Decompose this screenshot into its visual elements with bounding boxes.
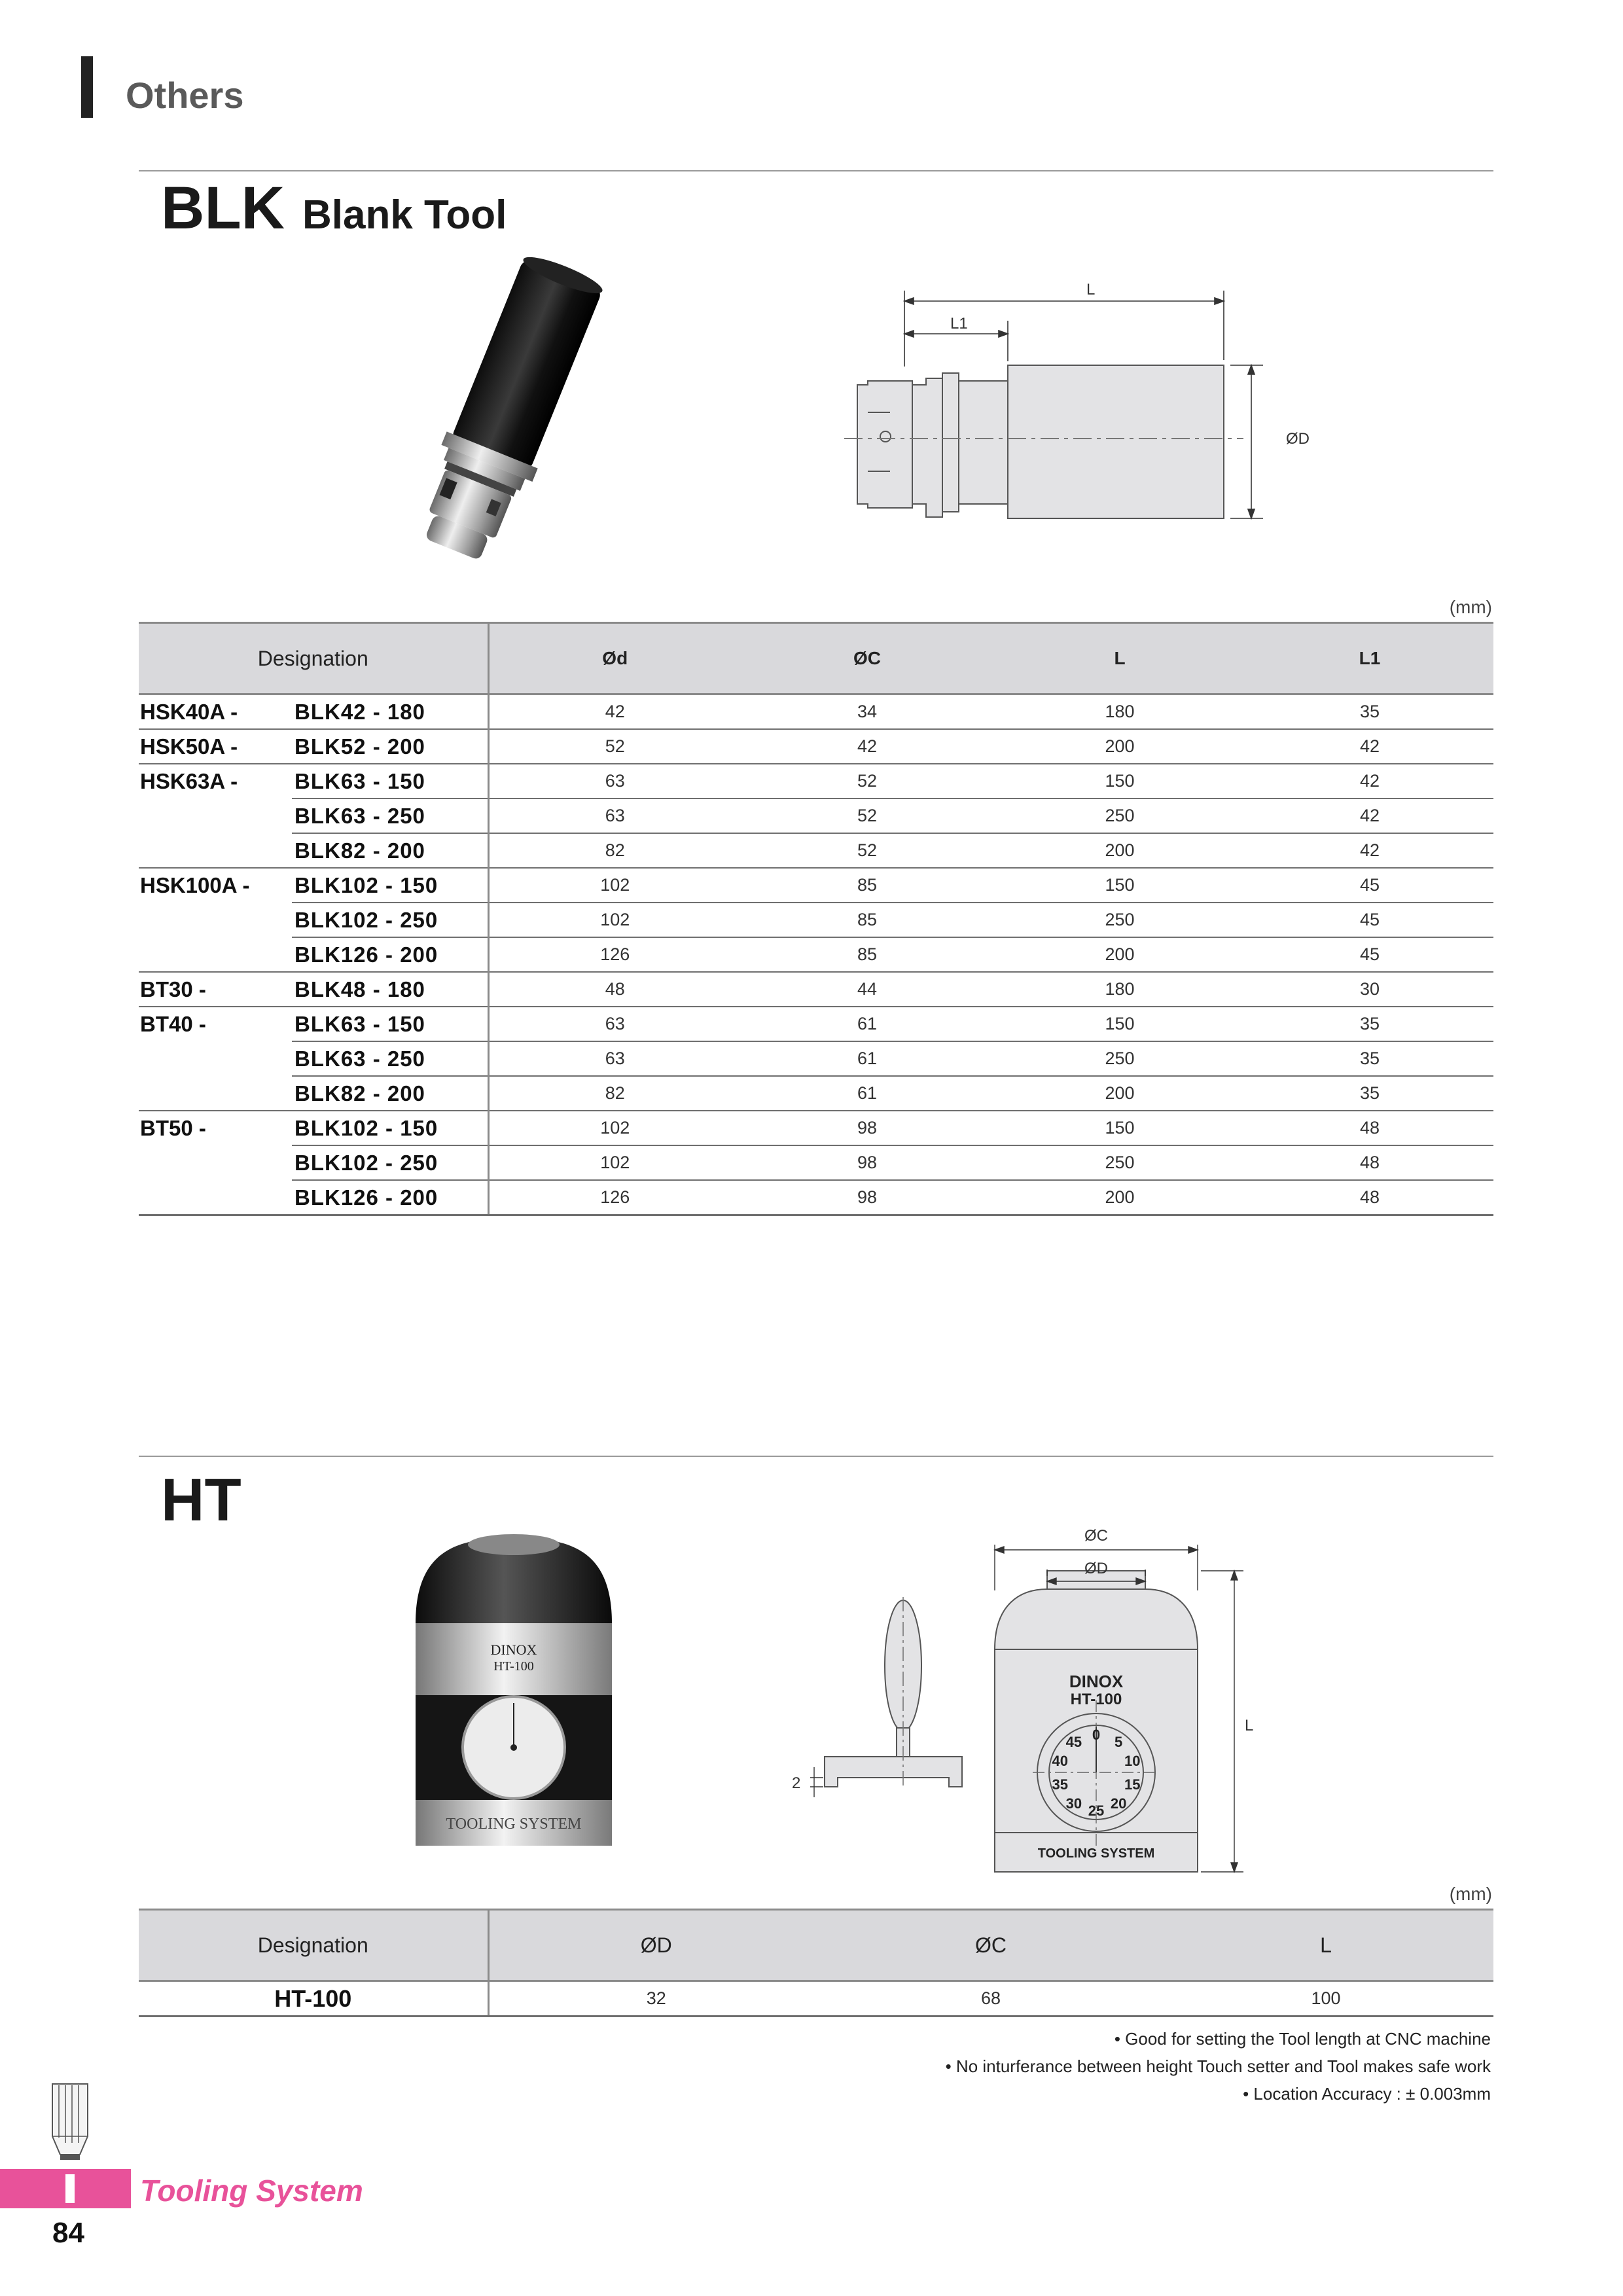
ht-note: • Location Accuracy : ± 0.003mm	[1243, 2084, 1491, 2104]
cell-c: 85	[741, 937, 993, 972]
row-model: BLK63 - 150	[292, 1007, 488, 1041]
cell-L: 150	[993, 1007, 1246, 1041]
row-model: HT-100	[139, 1981, 488, 2017]
table-row	[139, 1145, 1493, 1180]
dial-number: 5	[1114, 1734, 1123, 1751]
row-group	[139, 1145, 292, 1180]
ht-unit-label: (mm)	[1449, 1884, 1492, 1904]
cell-L: 200	[993, 1180, 1246, 1215]
col-d: Ød	[488, 623, 741, 694]
row-model: BLK63 - 250	[292, 1041, 488, 1076]
table-row	[139, 729, 1493, 764]
ht-product-photo	[406, 1525, 622, 1865]
col-c: ØC	[741, 623, 993, 694]
row-group	[139, 1180, 292, 1215]
row-group: BT40 -	[140, 1012, 206, 1036]
row-group	[139, 937, 292, 972]
dial-number: 25	[1088, 1803, 1105, 1819]
blk-unit-label: (mm)	[1449, 597, 1492, 617]
cell-c: 61	[741, 1041, 993, 1076]
cell-L: 150	[993, 868, 1246, 903]
cell-L1: 48	[1246, 1145, 1493, 1180]
row-group	[139, 903, 292, 937]
cell-L1: 45	[1246, 937, 1493, 972]
row-group	[139, 1076, 292, 1111]
col-designation: Designation	[139, 623, 488, 694]
ht-table-header	[139, 1910, 1493, 1981]
table-row	[139, 1111, 1493, 1145]
cell-c: 52	[741, 764, 993, 798]
cell-d: 52	[488, 729, 741, 764]
cell-L1: 48	[1246, 1111, 1493, 1145]
page-number: 84	[52, 2217, 84, 2249]
cell-c: 98	[741, 1111, 993, 1145]
table-row	[139, 833, 1493, 868]
table-row	[139, 1981, 1493, 2017]
row-group: HSK63A -	[140, 769, 238, 793]
cell-c: 85	[741, 903, 993, 937]
row-model: BLK102 - 150	[292, 868, 488, 903]
dial-number: 15	[1124, 1776, 1141, 1793]
blk-dim-L: L	[1086, 281, 1096, 298]
ht-photo-base: TOOLING SYSTEM	[446, 1816, 582, 1833]
table-row	[139, 1041, 1493, 1076]
cell-L1: 30	[1246, 972, 1493, 1007]
dial-number: 35	[1052, 1776, 1069, 1793]
ht-spec-table	[139, 1909, 1493, 2017]
cell-d: 102	[488, 1111, 741, 1145]
cell-d: 63	[488, 1041, 741, 1076]
blk-product-code: BLK	[161, 175, 285, 242]
row-model: BLK63 - 250	[292, 798, 488, 833]
ht-divider	[139, 1456, 1493, 1457]
blk-technical-drawing	[812, 275, 1335, 537]
table-row	[139, 868, 1493, 903]
cell-d: 63	[488, 798, 741, 833]
row-model: BLK48 - 180	[292, 972, 488, 1007]
cell-d: 42	[488, 694, 741, 730]
ht-dim-2: 2	[792, 1774, 801, 1792]
cell-c: 34	[741, 694, 993, 730]
col-designation: Designation	[139, 1910, 488, 1981]
footer-label: Tooling System	[140, 2174, 363, 2208]
table-row	[139, 972, 1493, 1007]
cell-c: 98	[741, 1145, 993, 1180]
ht-dim-D: ØD	[1084, 1560, 1108, 1577]
cell-L1: 35	[1246, 1076, 1493, 1111]
cell-L: 180	[993, 972, 1246, 1007]
ht-drawing-model: HT-100	[1070, 1691, 1122, 1708]
ht-drawing-base: TOOLING SYSTEM	[1037, 1846, 1155, 1861]
row-model: BLK82 - 200	[292, 833, 488, 868]
cell-d: 102	[488, 868, 741, 903]
blk-spec-table	[139, 622, 1493, 1216]
row-group: BT30 -	[139, 972, 292, 1007]
cell-L1: 42	[1246, 798, 1493, 833]
cell-D: 32	[488, 1981, 823, 2017]
dial-number: 0	[1092, 1727, 1101, 1743]
top-divider	[139, 170, 1493, 171]
cell-d: 82	[488, 1076, 741, 1111]
cell-d: 63	[488, 764, 741, 798]
cell-L: 150	[993, 1111, 1246, 1145]
cell-L1: 45	[1246, 903, 1493, 937]
cell-L: 100	[1158, 1981, 1493, 2017]
cell-d: 48	[488, 972, 741, 1007]
cell-L1: 48	[1246, 1180, 1493, 1215]
section-bar	[81, 56, 93, 118]
cell-c: 44	[741, 972, 993, 1007]
collet-icon	[47, 2080, 93, 2162]
table-row	[139, 937, 1493, 972]
cell-c: 52	[741, 833, 993, 868]
blk-table-header	[139, 623, 1493, 694]
ht-photo-brand: DINOX	[490, 1641, 537, 1658]
row-model: BLK82 - 200	[292, 1076, 488, 1111]
cell-d: 82	[488, 833, 741, 868]
table-row	[139, 903, 1493, 937]
row-model: BLK102 - 250	[292, 1145, 488, 1180]
row-model: BLK102 - 150	[292, 1111, 488, 1145]
cell-d: 126	[488, 1180, 741, 1215]
cell-L: 200	[993, 937, 1246, 972]
cell-d: 63	[488, 1007, 741, 1041]
cell-L: 200	[993, 1076, 1246, 1111]
cell-c: 52	[741, 798, 993, 833]
row-group: BT50 -	[140, 1116, 206, 1140]
cell-L: 200	[993, 833, 1246, 868]
cell-L: 150	[993, 764, 1246, 798]
cell-L: 250	[993, 903, 1246, 937]
cell-L: 250	[993, 1041, 1246, 1076]
ht-dim-L: L	[1245, 1717, 1254, 1734]
cell-d: 102	[488, 903, 741, 937]
row-model: BLK42 - 180	[292, 694, 488, 730]
cell-L1: 42	[1246, 833, 1493, 868]
col-L: L	[993, 623, 1246, 694]
ht-drawing-brand: DINOX	[1069, 1672, 1124, 1691]
cell-L1: 35	[1246, 1007, 1493, 1041]
dial-number: 30	[1065, 1795, 1082, 1812]
col-L1: L1	[1246, 623, 1493, 694]
blk-dim-D: ØD	[1286, 430, 1310, 448]
footer-section-mark	[65, 2174, 75, 2203]
cell-L: 200	[993, 729, 1246, 764]
cell-d: 126	[488, 937, 741, 972]
ht-photo-model: HT-100	[493, 1659, 534, 1674]
row-model: BLK126 - 200	[292, 937, 488, 972]
row-group: HSK100A -	[140, 873, 250, 897]
cell-L1: 42	[1246, 729, 1493, 764]
blk-dim-L1: L1	[950, 315, 968, 332]
ht-product-code: HT	[161, 1467, 241, 1534]
row-group	[139, 833, 292, 868]
cell-L1: 35	[1246, 694, 1493, 730]
row-model: BLK102 - 250	[292, 903, 488, 937]
table-row	[139, 1180, 1493, 1215]
row-model: BLK52 - 200	[292, 729, 488, 764]
table-row	[139, 764, 1493, 798]
table-row	[139, 1076, 1493, 1111]
row-group: HSK50A -	[139, 729, 292, 764]
cell-L: 250	[993, 1145, 1246, 1180]
cell-c: 98	[741, 1180, 993, 1215]
dial-number: 20	[1110, 1795, 1127, 1812]
table-row	[139, 1007, 1493, 1041]
col-C: ØC	[823, 1910, 1158, 1981]
table-row	[139, 798, 1493, 833]
row-group	[139, 1041, 292, 1076]
section-title: Others	[126, 75, 244, 116]
dial-number: 45	[1065, 1734, 1082, 1751]
cell-d: 102	[488, 1145, 741, 1180]
ht-note: • Good for setting the Tool length at CNC machine	[1114, 2029, 1491, 2049]
cell-c: 42	[741, 729, 993, 764]
cell-c: 61	[741, 1076, 993, 1111]
dial-number: 40	[1052, 1753, 1069, 1770]
cell-L1: 45	[1246, 868, 1493, 903]
cell-L: 250	[993, 798, 1246, 833]
cell-c: 61	[741, 1007, 993, 1041]
cell-C: 68	[823, 1981, 1158, 2017]
ht-note: • No inturferance between height Touch setter and Tool makes safe work	[945, 2056, 1491, 2076]
blk-product-name: Blank Tool	[302, 192, 507, 238]
cell-L1: 35	[1246, 1041, 1493, 1076]
blk-product-photo	[353, 255, 654, 569]
col-L: L	[1158, 1910, 1493, 1981]
row-group	[139, 798, 292, 833]
row-model: BLK63 - 150	[292, 764, 488, 798]
row-model: BLK126 - 200	[292, 1180, 488, 1215]
table-row	[139, 694, 1493, 730]
ht-technical-drawing	[772, 1492, 1309, 1911]
ht-notes	[946, 2025, 1491, 2108]
row-group: HSK40A -	[139, 694, 292, 730]
dial-number: 10	[1124, 1753, 1141, 1770]
col-D: ØD	[488, 1910, 823, 1981]
cell-L: 180	[993, 694, 1246, 730]
cell-L1: 42	[1246, 764, 1493, 798]
cell-c: 85	[741, 868, 993, 903]
ht-dim-C: ØC	[1084, 1527, 1108, 1545]
